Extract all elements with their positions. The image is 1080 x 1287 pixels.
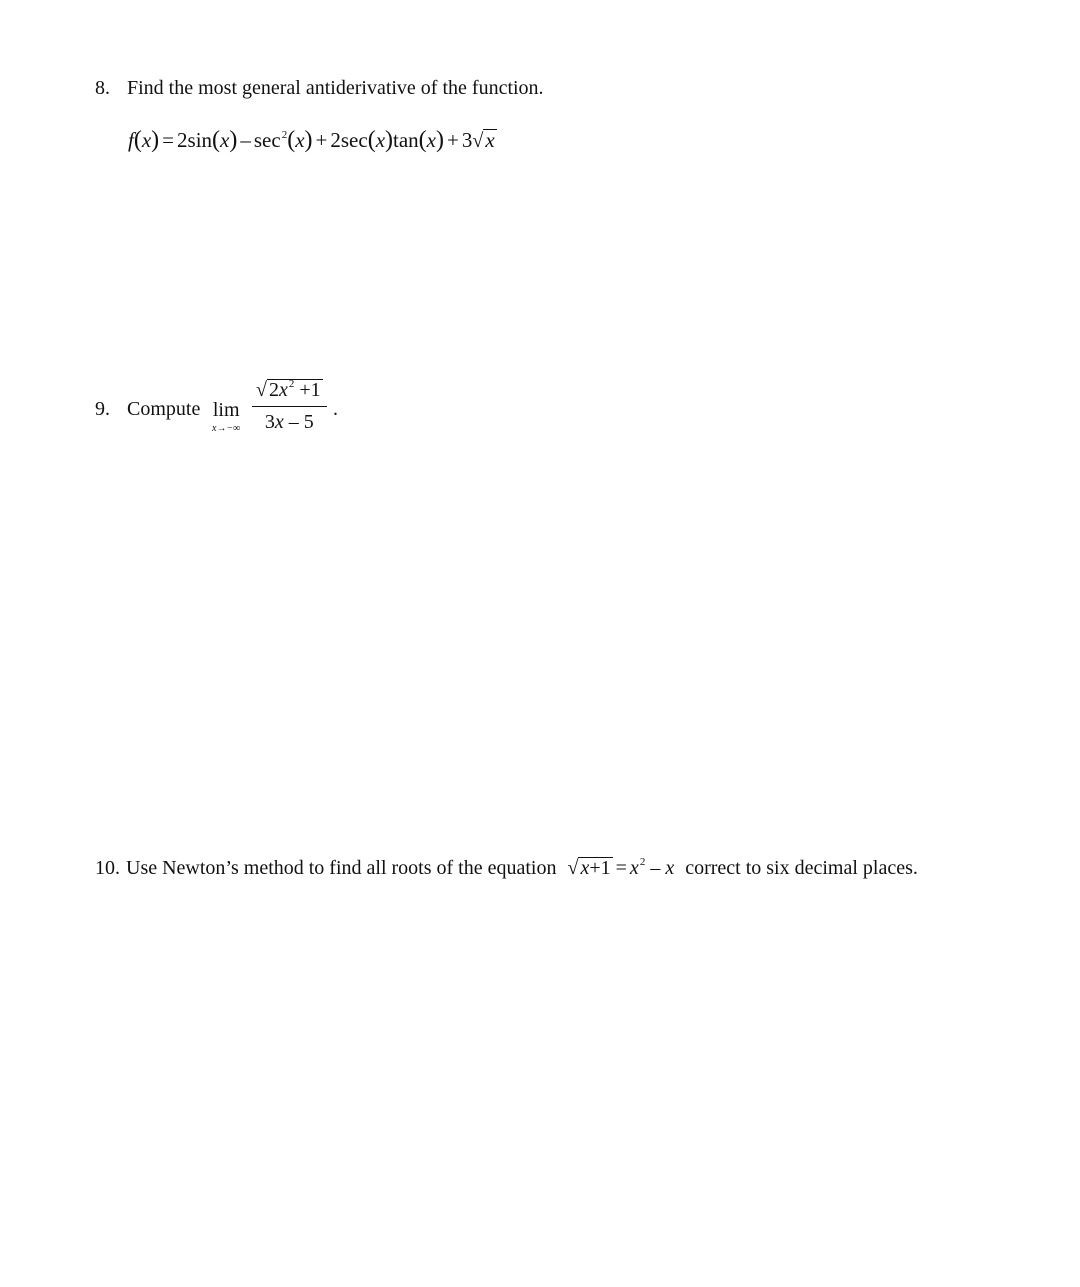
formula-equals: =: [162, 128, 175, 152]
sqrt-var: x: [580, 857, 590, 879]
rhs-var2: x: [665, 857, 675, 879]
limit-fraction: [252, 376, 327, 436]
equation-sqrt: √ x+1: [567, 857, 611, 879]
limit-word: lim: [212, 399, 240, 421]
formula-sqrt: √x: [472, 128, 495, 152]
formula-plus: +: [447, 128, 459, 152]
sqrt-rest: +1: [589, 857, 611, 879]
rhs-minus: –: [650, 857, 666, 879]
fraction-numerator: √ $2x^2 +1$: [252, 376, 327, 407]
problem-8-formula: $f(x) = 2\sin(x) - \sec^2(x) + 2\sec(x)\tan(x) + 3√x$: [128, 127, 495, 153]
formula-var: x: [220, 128, 230, 152]
numerator-var: x: [278, 379, 288, 401]
fraction-denominator: [252, 407, 327, 436]
problem-10-text-before: Use Newton’s method to find all roots of the equation: [126, 857, 557, 879]
rhs-var: x: [629, 857, 639, 879]
numerator-coef: 2: [268, 379, 279, 401]
problem-9-period: .: [333, 398, 338, 420]
problem-10-text-after: correct to six decimal places.: [685, 857, 918, 879]
formula-var: x: [375, 128, 386, 152]
numerator-exponent: 2: [288, 378, 295, 390]
denominator-coef: 3: [264, 411, 275, 433]
problem-9: [95, 398, 200, 421]
limit-operator: [212, 398, 240, 434]
problem-9-number: 9.: [95, 398, 110, 420]
rhs-exponent: 2: [639, 856, 646, 868]
formula-exponent: 2: [281, 129, 288, 141]
formula-term-tan: tan: [393, 128, 419, 152]
problem-10: [95, 857, 918, 880]
formula-plus: +: [315, 128, 328, 152]
denominator-var: x: [274, 411, 284, 433]
problem-8: [95, 76, 544, 100]
formula-var: x: [426, 128, 436, 152]
problem-9-text: Compute: [127, 398, 201, 420]
denominator-rest: – 5: [288, 411, 314, 433]
formula-sqrt-var: x: [485, 128, 495, 152]
formula-var: x: [141, 128, 152, 152]
formula-term-sec: sec: [253, 128, 281, 152]
problem-8-text: Find the most general antiderivative of the function.: [127, 77, 544, 99]
equation-equals: =: [615, 857, 627, 879]
limit-subscript: x→−∞: [212, 423, 241, 434]
problem-8-number: 8.: [95, 77, 110, 99]
formula-coef: 3: [461, 128, 473, 152]
formula-var: x: [295, 128, 305, 152]
numerator-rest: +1: [299, 379, 321, 401]
formula-minus: –: [240, 128, 251, 152]
problem-10-number: 10.: [95, 857, 120, 879]
formula-term-sec2: 2sec: [330, 128, 368, 152]
formula-f: f: [128, 128, 134, 152]
formula-term-sin: 2sin: [177, 128, 213, 152]
